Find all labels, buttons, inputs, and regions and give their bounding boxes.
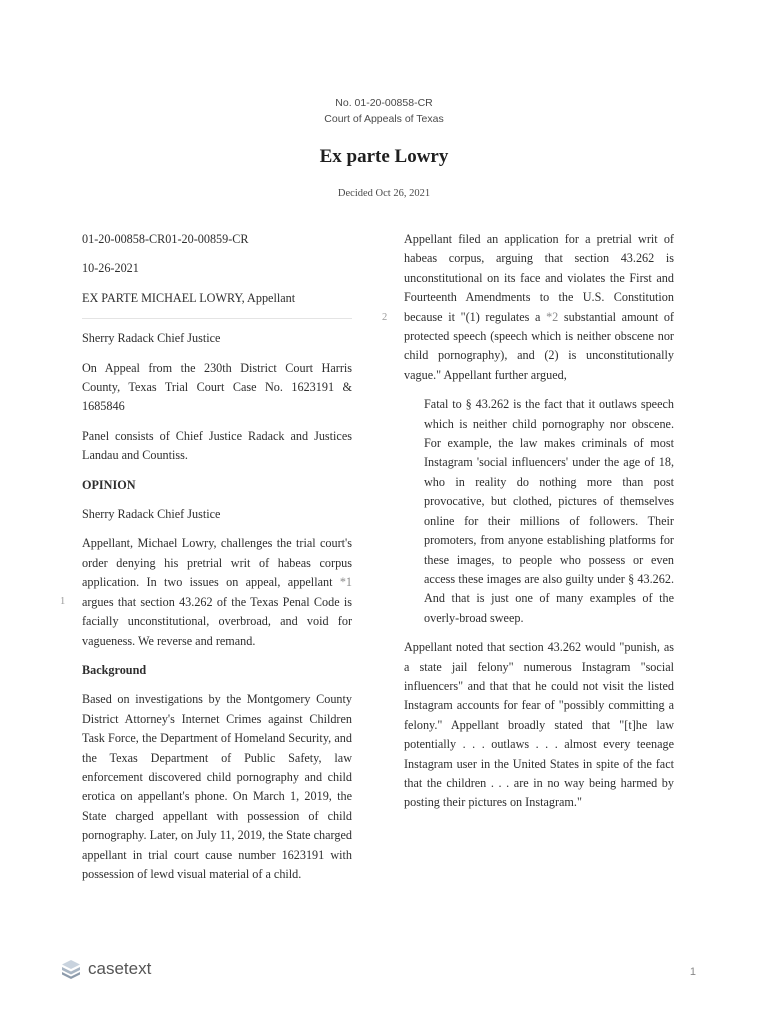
application-paragraph xyxy=(404,230,674,385)
opinion-heading: OPINION xyxy=(82,477,136,492)
background-paragraph: Based on investigations by the Montgomery County District Attorney's Internet Crimes against Children Task Force, the Department of Homeland Security, and the Texas Department of Public Safety, law enforcement discovered child pornography and child erotica on appellant's phone. On March 1, 2019, the State charged appellant with possession of child pornography. Later, on July 11, 2019, the State charged appellant in trial court cause number 1623191 with possession of lewd visual material of a child. xyxy=(82,692,352,881)
court-name: Court of Appeals of Texas xyxy=(324,113,444,125)
panel: Panel consists of Chief Justice Radack and Justices Landau and Countiss. xyxy=(82,428,352,463)
app-text-a: Appellant filed an application for a pretrial writ of habeas corpus, arguing that section 43.262 is unconstitutional on its face and violates the First and Fourteenth Amendments to the U.S. Constitution because it "(1) regulates a xyxy=(404,232,674,324)
left-column xyxy=(82,230,352,894)
divider xyxy=(82,318,352,319)
block-quote: Fatal to § 43.262 is the fact that it outlaws speech which is neither child pornography nor obscene. For example, the law makes criminals of most Instagram 'social influencers' under the age of 18, who in reality do nothing more than post provocative, but clothed, pictures of themselves online for their millions of followers. Their promoters, from anyone establishing platforms for these images, to people who possess or even access these images are also guilty under § 43.262. And that is just one of many examples of the overly-broad sweep. xyxy=(424,397,674,625)
judge-name: Sherry Radack Chief Justice xyxy=(82,331,221,346)
opinion-date: 10-26-2021 xyxy=(82,261,139,276)
margin-page-mark-right: 2 xyxy=(382,312,388,323)
app-text-b: substantial amount of protected speech (speech which is neither obscene nor child pornography), and (2) is unconstitutionally vague." Appellant further argued, xyxy=(404,309,674,382)
decided-date: Decided Oct 26, 2021 xyxy=(337,188,431,199)
margin-page-mark-left: 1 xyxy=(60,596,66,607)
opinion-author: Sherry Radack Chief Justice xyxy=(82,507,221,522)
intro-text-a: Appellant, Michael Lowry, challenges the trial court's order denying his pretrial writ of habeas corpus application. In two issues on appeal, appellant xyxy=(82,536,352,590)
brand-name: casetext xyxy=(88,959,152,978)
page-star-2[interactable]: *2 xyxy=(546,309,559,324)
right-column xyxy=(404,230,674,823)
background-heading: Background xyxy=(82,662,147,677)
case-number: No. 01-20-00858-CR xyxy=(335,97,433,109)
party-name: EX PARTE MICHAEL LOWRY, Appellant xyxy=(82,290,296,305)
casetext-logo-icon xyxy=(60,958,82,980)
noted-paragraph: Appellant noted that section 43.262 would "punish, as a state jail felony" numerous Instagram "social influencers" and that that he could not visit the listed Instagram accounts for fear of "possibly committing a felony." Appellant broadly stated that "[t]he law potentially . . . outlaws . . . almost every teenage Instagram user in the United States in spite of the fact that the children . . . are in no way being harmed by posting their pictures on Instagram." xyxy=(404,640,674,810)
casetext-logo[interactable] xyxy=(60,958,151,980)
docket-numbers: 01-20-00858-CR01-20-00859-CR xyxy=(82,232,249,246)
page-number: 1 xyxy=(689,966,696,978)
intro-text-b: argues that section 43.262 of the Texas Penal Code is facially unconstitutional, overbroad, and void for vagueness. We reverse and remand. xyxy=(82,594,352,648)
case-title: Ex parte Lowry xyxy=(319,146,449,167)
appeal-from: On Appeal from the 230th District Court Harris County, Texas Trial Court Case No. 1623191 & 1685846 xyxy=(82,360,352,414)
intro-paragraph xyxy=(82,534,352,650)
page-star-1[interactable]: *1 xyxy=(339,575,352,590)
